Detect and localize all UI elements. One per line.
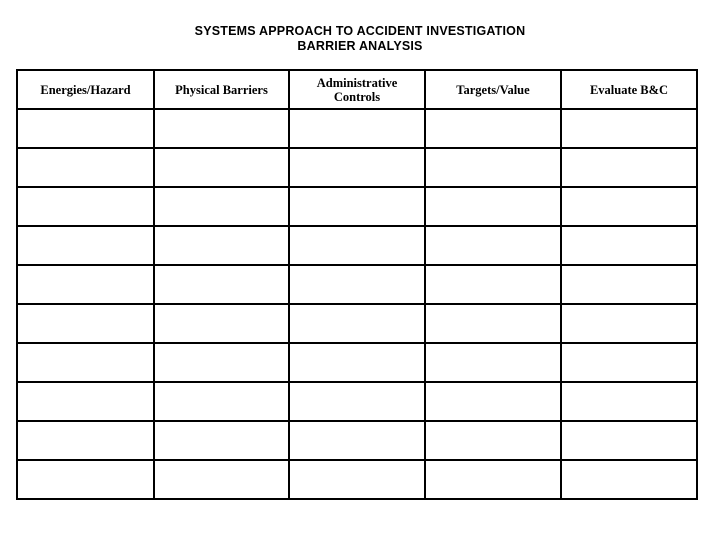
table-cell-physical-barriers[interactable]	[154, 421, 289, 460]
table-cell-energies-hazard[interactable]	[17, 382, 154, 421]
table-cell-physical-barriers[interactable]	[154, 148, 289, 187]
table-cell-administrative-controls[interactable]	[289, 343, 425, 382]
table-cell-energies-hazard[interactable]	[17, 421, 154, 460]
barrier-analysis-table	[16, 69, 698, 500]
table-cell-administrative-controls[interactable]	[289, 460, 425, 499]
table-cell-energies-hazard[interactable]	[17, 343, 154, 382]
table-cell-targets-value[interactable]	[425, 382, 561, 421]
table-cell-physical-barriers[interactable]	[154, 265, 289, 304]
table-row[interactable]	[17, 265, 697, 304]
table-cell-administrative-controls[interactable]	[289, 265, 425, 304]
table-cell-evaluate-b-and-c[interactable]	[561, 382, 697, 421]
table-cell-energies-hazard[interactable]	[17, 109, 154, 148]
table-cell-evaluate-b-and-c[interactable]	[561, 109, 697, 148]
table-row[interactable]	[17, 343, 697, 382]
table-cell-physical-barriers[interactable]	[154, 382, 289, 421]
table-row[interactable]	[17, 187, 697, 226]
table-cell-physical-barriers[interactable]	[154, 187, 289, 226]
table-cell-physical-barriers[interactable]	[154, 343, 289, 382]
page-title	[0, 24, 720, 54]
table-row[interactable]	[17, 460, 697, 499]
barrier-analysis-table-container	[16, 69, 696, 500]
table-row[interactable]	[17, 382, 697, 421]
table-cell-physical-barriers[interactable]	[154, 304, 289, 343]
table-cell-administrative-controls[interactable]	[289, 187, 425, 226]
page-title-line-1: SYSTEMS APPROACH TO ACCIDENT INVESTIGATION	[194, 24, 526, 38]
table-cell-energies-hazard[interactable]	[17, 265, 154, 304]
table-cell-administrative-controls[interactable]	[289, 421, 425, 460]
table-cell-targets-value[interactable]	[425, 304, 561, 343]
table-cell-energies-hazard[interactable]	[17, 187, 154, 226]
table-cell-energies-hazard[interactable]	[17, 226, 154, 265]
column-header-evaluate-b-and-c	[561, 70, 697, 109]
table-cell-administrative-controls[interactable]	[289, 226, 425, 265]
table-row[interactable]	[17, 148, 697, 187]
header-line: Evaluate B&C	[589, 82, 669, 97]
table-cell-energies-hazard[interactable]	[17, 460, 154, 499]
column-header-physical-barriers	[154, 70, 289, 109]
table-header	[17, 70, 697, 109]
table-cell-evaluate-b-and-c[interactable]	[561, 265, 697, 304]
column-header-targets-value	[425, 70, 561, 109]
table-cell-targets-value[interactable]	[425, 421, 561, 460]
table-cell-evaluate-b-and-c[interactable]	[561, 148, 697, 187]
table-cell-targets-value[interactable]	[425, 187, 561, 226]
table-cell-physical-barriers[interactable]	[154, 109, 289, 148]
header-line: Targets/Value	[456, 82, 530, 97]
table-header-row	[17, 70, 697, 109]
table-cell-targets-value[interactable]	[425, 226, 561, 265]
table-cell-evaluate-b-and-c[interactable]	[561, 304, 697, 343]
table-body	[17, 109, 697, 499]
table-cell-administrative-controls[interactable]	[289, 109, 425, 148]
table-cell-physical-barriers[interactable]	[154, 460, 289, 499]
table-cell-evaluate-b-and-c[interactable]	[561, 226, 697, 265]
table-row[interactable]	[17, 304, 697, 343]
column-header-energies-hazard	[17, 70, 154, 109]
table-row[interactable]	[17, 226, 697, 265]
header-line: Administrative	[316, 75, 398, 90]
table-cell-energies-hazard[interactable]	[17, 304, 154, 343]
header-line: Energies/Hazard	[40, 82, 131, 97]
table-row[interactable]	[17, 421, 697, 460]
table-cell-evaluate-b-and-c[interactable]	[561, 460, 697, 499]
table-cell-administrative-controls[interactable]	[289, 304, 425, 343]
table-cell-physical-barriers[interactable]	[154, 226, 289, 265]
table-cell-energies-hazard[interactable]	[17, 148, 154, 187]
table-cell-evaluate-b-and-c[interactable]	[561, 343, 697, 382]
column-header-administrative-controls	[289, 70, 425, 109]
table-cell-administrative-controls[interactable]	[289, 382, 425, 421]
table-cell-targets-value[interactable]	[425, 109, 561, 148]
table-cell-evaluate-b-and-c[interactable]	[561, 421, 697, 460]
header-line: Physical Barriers	[175, 82, 268, 97]
table-cell-targets-value[interactable]	[425, 343, 561, 382]
column-header-energies-hazard-text	[18, 83, 153, 97]
table-cell-targets-value[interactable]	[425, 460, 561, 499]
table-cell-administrative-controls[interactable]	[289, 148, 425, 187]
page-title-line-2: BARRIER ANALYSIS	[297, 39, 423, 53]
table-cell-evaluate-b-and-c[interactable]	[561, 187, 697, 226]
column-header-targets-value-text	[426, 83, 560, 97]
table-cell-targets-value[interactable]	[425, 148, 561, 187]
table-row[interactable]	[17, 109, 697, 148]
column-header-administrative-controls-text	[290, 76, 424, 104]
column-header-evaluate-b-and-c-text	[562, 83, 696, 97]
header-line: Controls	[333, 89, 381, 104]
table-cell-targets-value[interactable]	[425, 265, 561, 304]
column-header-physical-barriers-text	[155, 83, 288, 97]
